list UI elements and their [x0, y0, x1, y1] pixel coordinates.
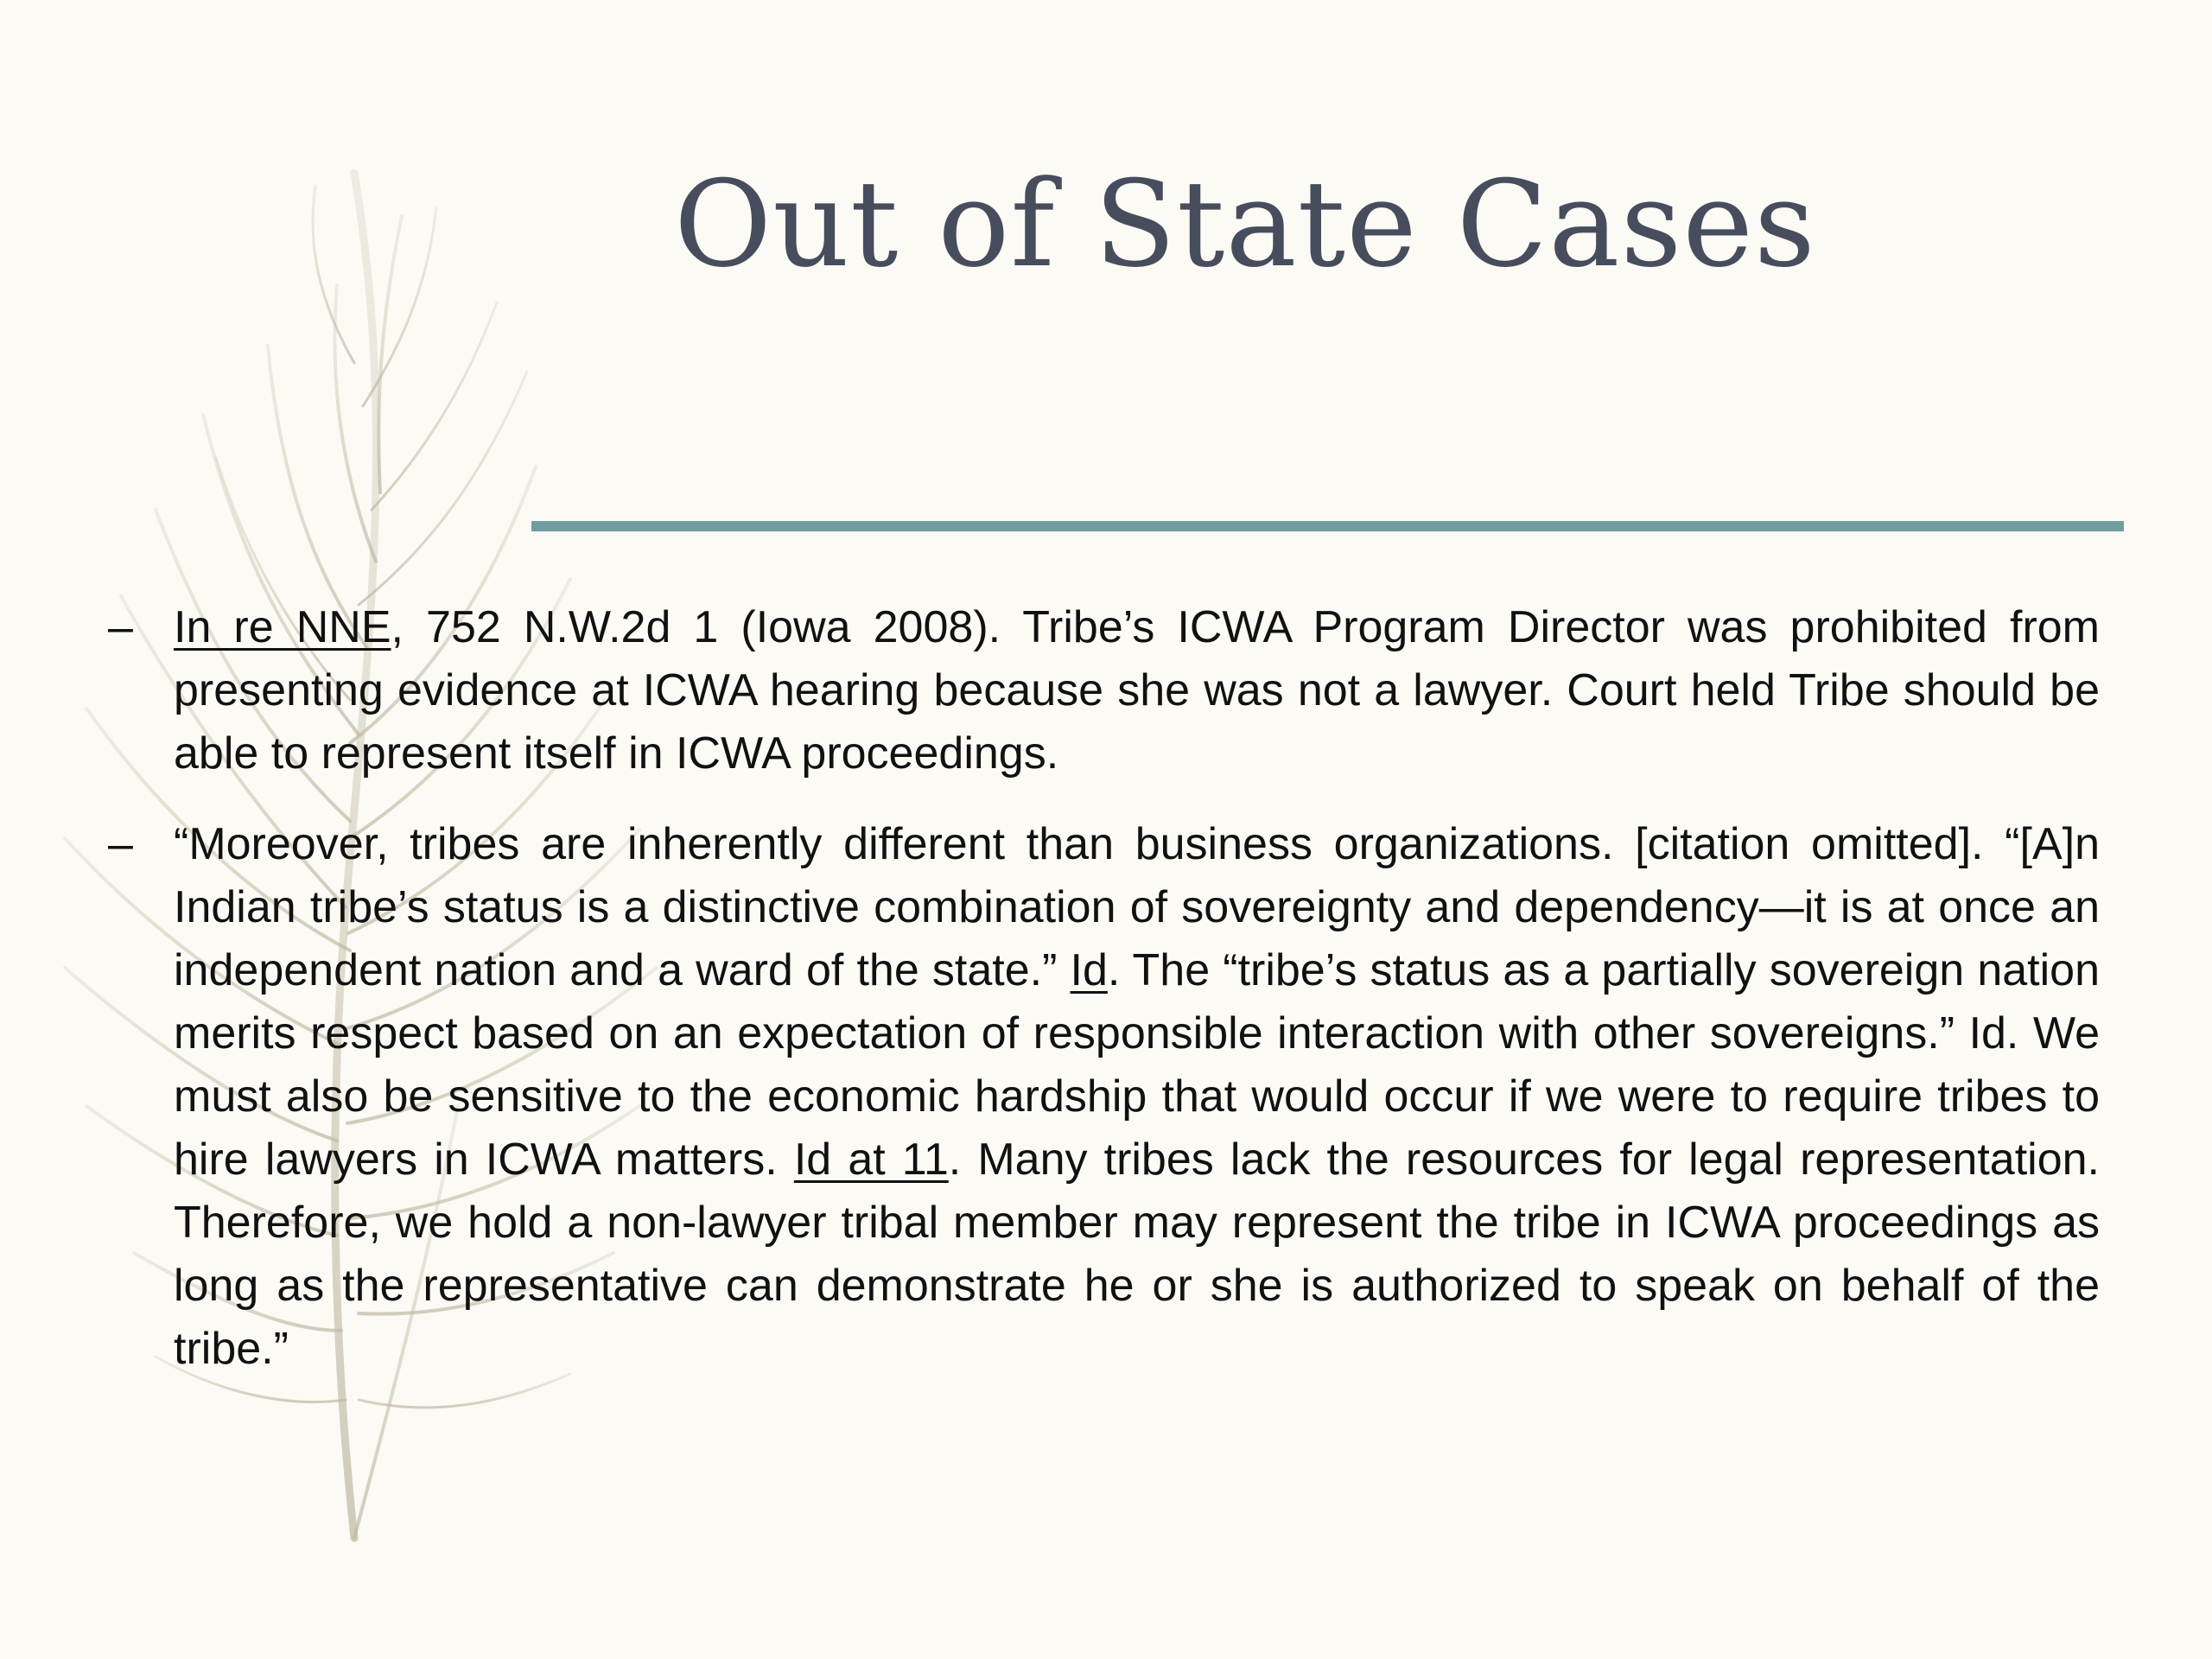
quotation-part: “Moreover, tribes are inherently different than business organizations. [citation omitted]. “[A]n Indian tribe’s status is a distinctive combination of sovereignty and dependency—it is at once an independent nation and a ward of the state.” — [174, 819, 2100, 995]
slide-content — [108, 596, 2100, 1381]
quote-bullet — [108, 813, 2100, 1381]
id-page-reference: Id at 11 — [793, 1135, 949, 1185]
case-summary — [174, 596, 2100, 785]
case-citation-summary: , 752 N.W.2d 1 (Iowa 2008). Tribe’s ICWA Program Director was prohibited from presenting evidence at ICWA hearing because she was not a lawyer. Court held Tribe should be able to represent itself in ICWA proceedings. — [174, 602, 2100, 779]
case-bullet — [108, 596, 2100, 785]
title-divider — [531, 521, 2124, 531]
bullet-marker: – — [108, 602, 133, 652]
quotation-part: . Many tribes lack the resources for legal representation. Therefore, we hold a non-lawyer tribal member may represent the tribe in ICWA proceedings as long as the representative can demonstrate he or she is authorized to speak on behalf of the tribe.” — [174, 1135, 2100, 1374]
slide-title: Out of State Cases — [674, 155, 1816, 294]
court-quotation — [174, 813, 2100, 1381]
quotation-part: . The “tribe’s status as a partially sovereign nation merits respect based on an expectation of responsible interaction with other sovereigns.” Id. We must also be sensitive to the economic hardship that would occur if we were to require tribes to hire lawyers in ICWA matters. — [174, 945, 2100, 1185]
case-name: In re NNE — [174, 602, 391, 652]
bullet-marker: – — [108, 819, 133, 869]
id-reference: Id — [1070, 945, 1108, 995]
